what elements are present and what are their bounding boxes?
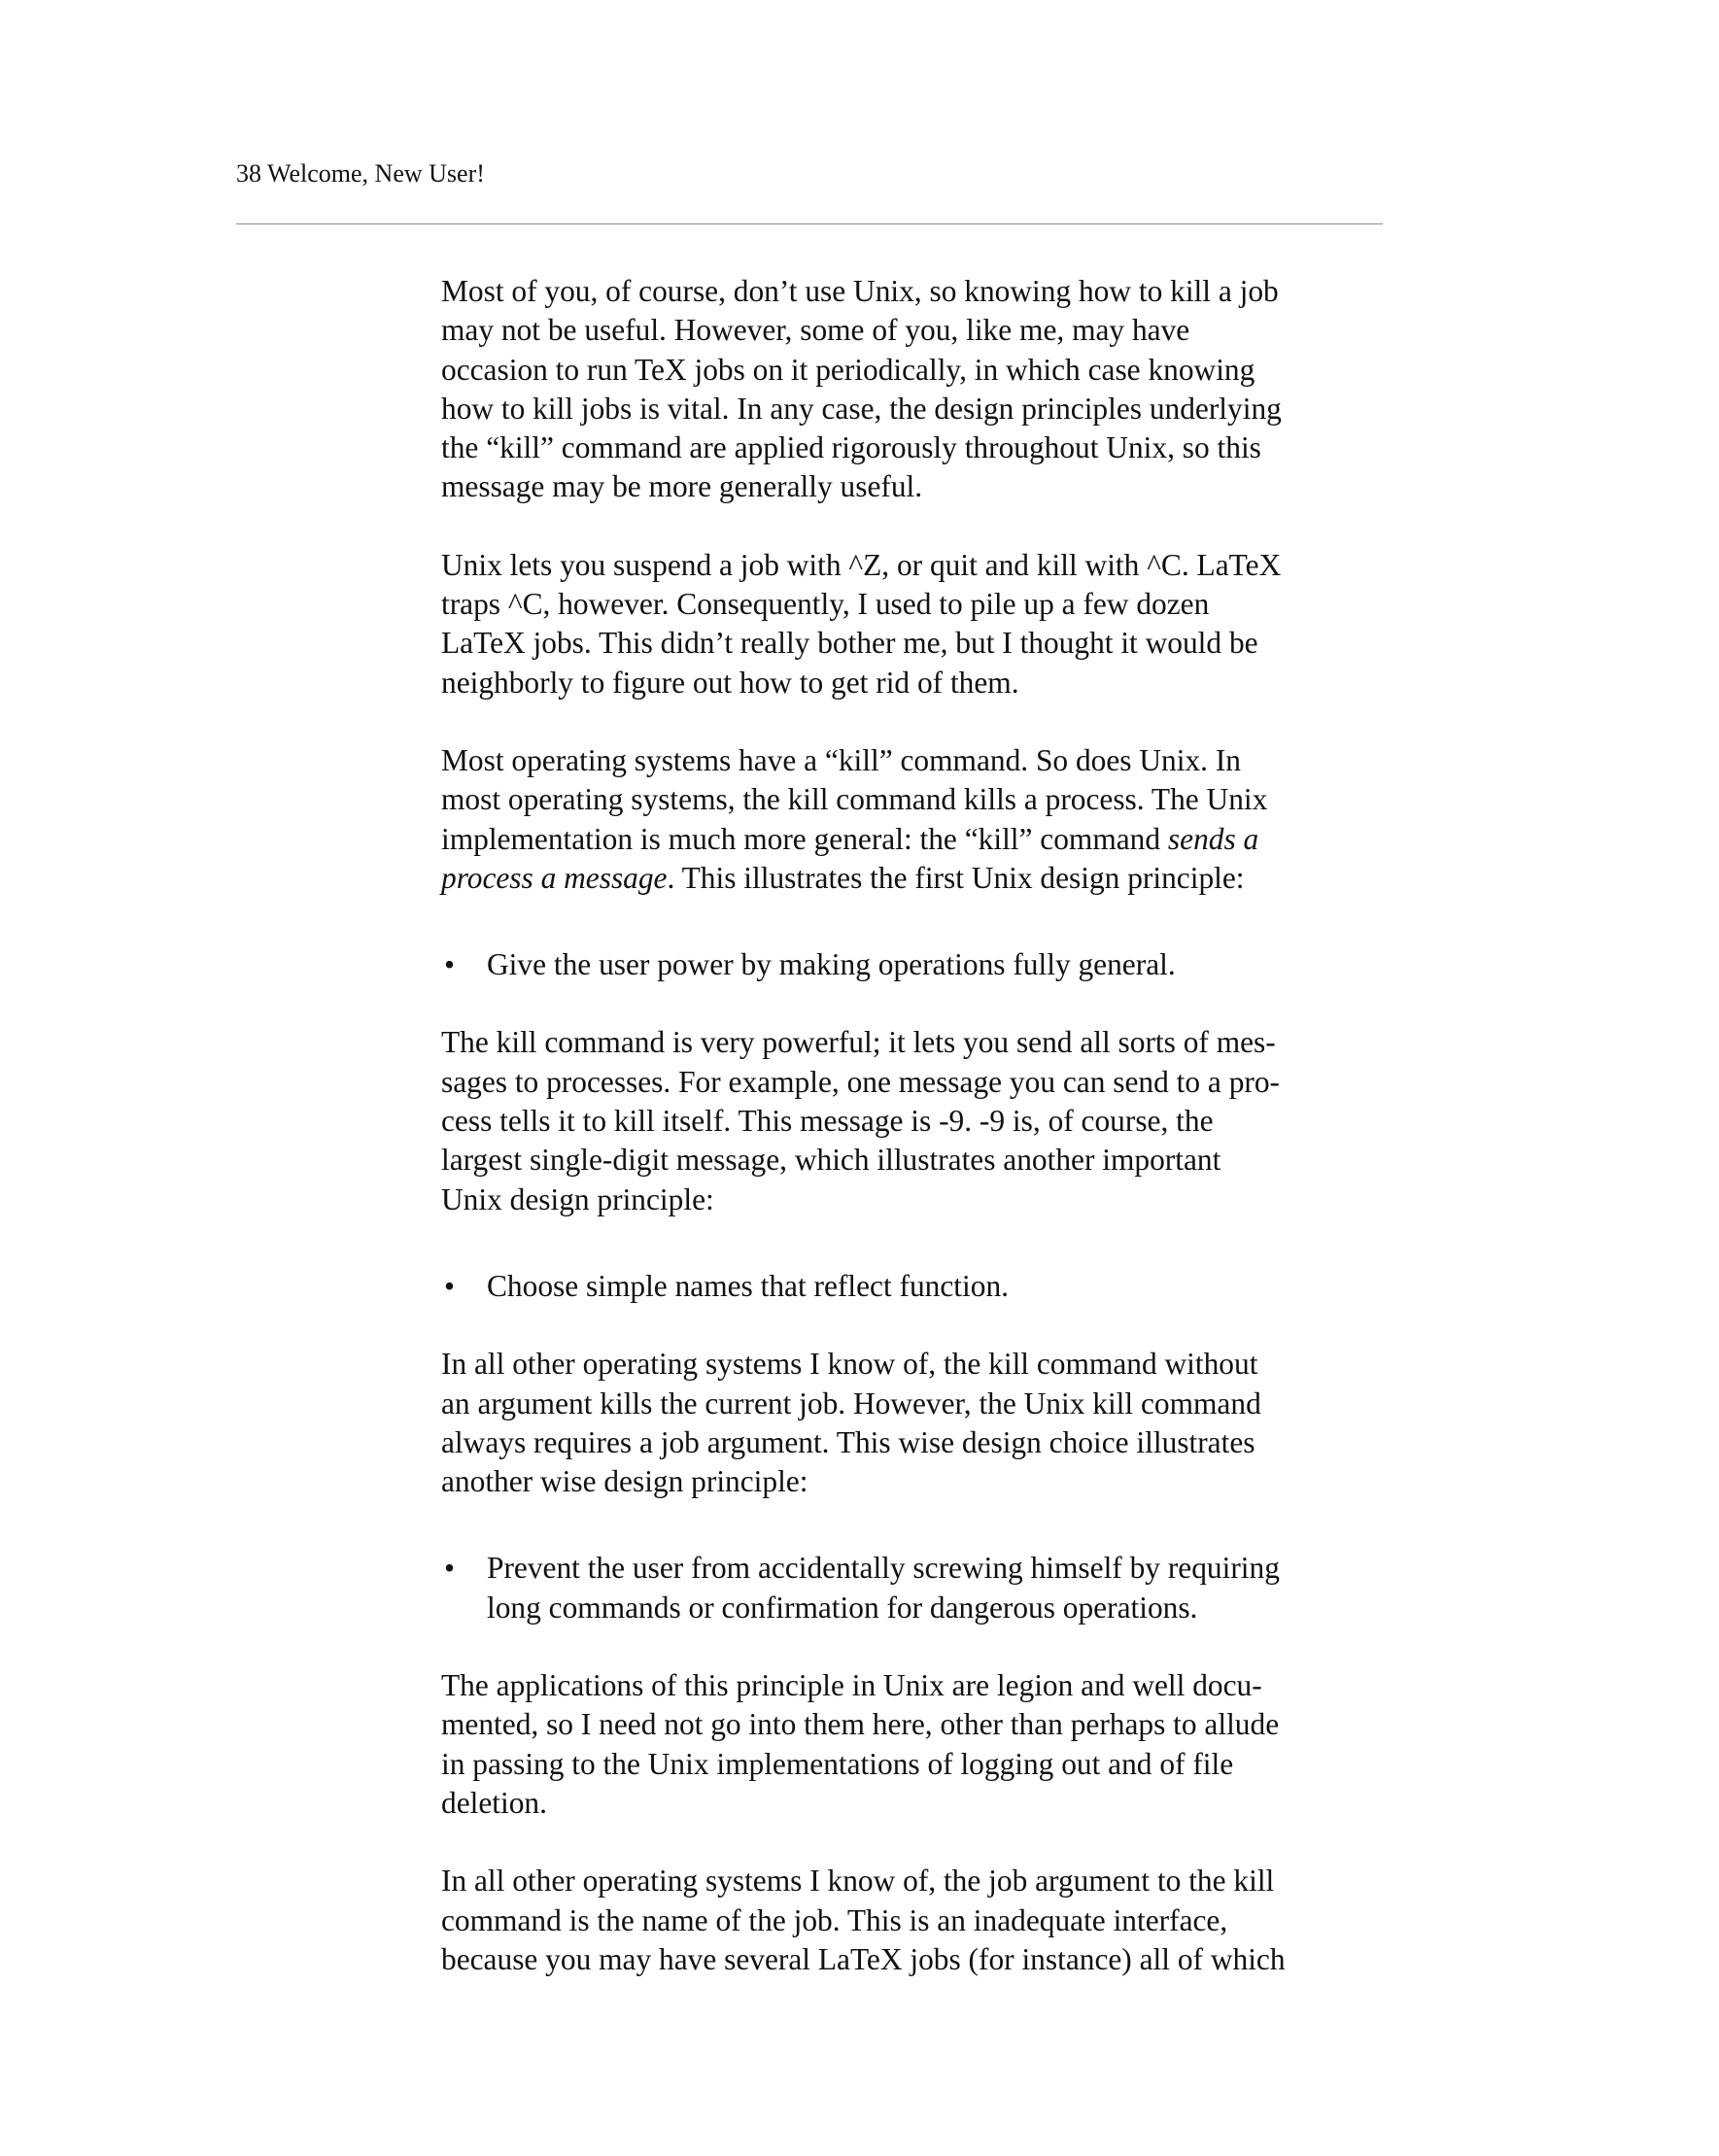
- text-line: another wise design principle:: [441, 1464, 808, 1499]
- text-line: how to kill jobs is vital. In any case, the design principles underlying: [441, 391, 1282, 426]
- principle-bullet-1: [441, 945, 1374, 984]
- text-line: The applications of this principle in Unix are legion and well docu-: [441, 1668, 1262, 1703]
- text-run: . This illustrates the first Unix design principle:: [667, 860, 1245, 895]
- text-line: [441, 859, 1374, 898]
- running-head: 38 Welcome, New User!: [236, 159, 485, 188]
- paragraph-7: [441, 1862, 1374, 1979]
- paragraph-6: [441, 1666, 1374, 1823]
- text-line: neighborly to figure out how to get rid of them.: [441, 665, 1019, 700]
- text-line: [441, 820, 1374, 859]
- text-line: command is the name of the job. This is an inadequate interface,: [441, 1902, 1228, 1937]
- text-line: The kill command is very powerful; it lets you send all sorts of mes-: [441, 1025, 1276, 1060]
- text-line: occasion to run TeX jobs on it periodically, in which case knowing: [441, 352, 1255, 387]
- paragraph-4: [441, 1023, 1374, 1218]
- text-line: cess tells it to kill itself. This message is -9. -9 is, of course, the: [441, 1104, 1214, 1139]
- text-line: because you may have several LaTeX jobs (for instance) all of which: [441, 1941, 1286, 1976]
- paragraph-5: [441, 1345, 1374, 1501]
- text-line: an argument kills the current job. However, the Unix kill command: [441, 1386, 1261, 1420]
- header-rule: [236, 223, 1383, 224]
- bullet-marker: •: [444, 1268, 455, 1303]
- text-line: largest single-digit message, which illustrates another important: [441, 1143, 1221, 1178]
- text-line: Choose simple names that reflect function.: [487, 1268, 1009, 1303]
- text-line: message may be more generally useful.: [441, 469, 923, 504]
- text-line: Prevent the user from accidentally screwing himself by requiring: [487, 1551, 1280, 1586]
- principle-bullet-3: [441, 1549, 1374, 1627]
- text-line: Unix design principle:: [441, 1181, 714, 1216]
- text-line: Give the user power by making operations fully general.: [487, 947, 1176, 982]
- text-line: may not be useful. However, some of you, like me, may have: [441, 313, 1190, 348]
- text-line: long commands or confirmation for dangerous operations.: [487, 1590, 1198, 1625]
- text-line: LaTeX jobs. This didn’t really bother me, but I thought it would be: [441, 626, 1258, 661]
- emphasis-text: sends a: [1167, 821, 1259, 856]
- paragraph-2: [441, 546, 1374, 702]
- paragraph-1: [441, 272, 1374, 507]
- text-line: In all other operating systems I know of, the job argument to the kill: [441, 1864, 1275, 1899]
- text-line: the “kill” command are applied rigorously throughout Unix, so this: [441, 430, 1261, 465]
- bullet-marker: •: [444, 947, 455, 982]
- principle-bullet-2: [441, 1267, 1374, 1306]
- text-line: most operating systems, the kill command kills a process. The Unix: [441, 782, 1268, 817]
- emphasis-text: process a message: [441, 860, 668, 895]
- text-line: Unix lets you suspend a job with ^Z, or quit and kill with ^C. LaTeX: [441, 547, 1282, 582]
- text-line: In all other operating systems I know of, the kill command without: [441, 1347, 1258, 1382]
- text-line: mented, so I need not go into them here, other than perhaps to allude: [441, 1707, 1280, 1742]
- text-line: traps ^C, however. Consequently, I used to pile up a few dozen: [441, 587, 1210, 622]
- text-line: deletion.: [441, 1785, 547, 1820]
- text-line: always requires a job argument. This wise design choice illustrates: [441, 1424, 1255, 1459]
- paragraph-3: [441, 741, 1374, 898]
- text-line: sages to processes. For example, one message you can send to a pro-: [441, 1064, 1280, 1099]
- text-run: implementation is much more general: the “kill” command: [441, 821, 1168, 856]
- body-text: [441, 272, 1374, 2018]
- text-line: Most operating systems have a “kill” command. So does Unix. In: [441, 742, 1241, 777]
- text-line: Most of you, of course, don’t use Unix, so knowing how to kill a job: [441, 274, 1279, 308]
- bullet-marker: •: [444, 1551, 455, 1586]
- text-line: in passing to the Unix implementations of logging out and of file: [441, 1746, 1234, 1781]
